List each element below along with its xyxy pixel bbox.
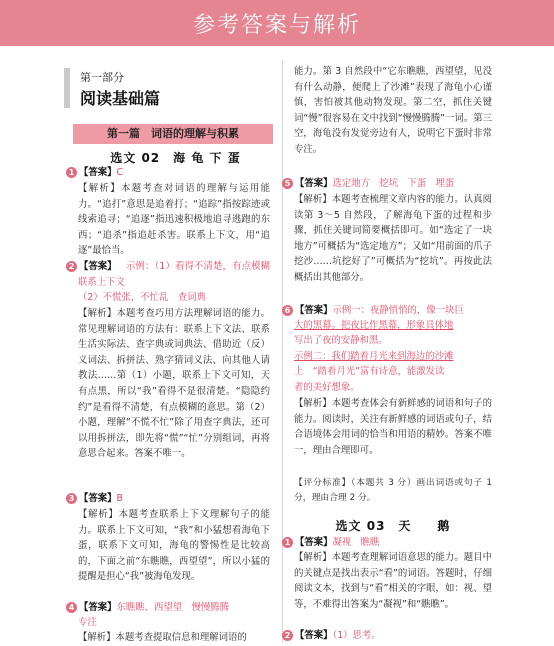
column-divider [282,60,283,643]
question-number: 2 [282,630,293,641]
analysis-3: 【解析】本题考查联系上下文理解句子的能力。联系上下文可知，“我”和小猛想看海龟下蛋，联系下文可知，海龟的警惕性是比较高的，下面之前“东瞧瞧，西望望”，所以小猛的提醒是担心“我”被海龟发现。 [78,509,270,583]
question-number: 1 [66,167,77,178]
answer-text: C [116,167,124,178]
example-2-line-2: 上 “踏着月光”富有诗意，能激发读 [294,366,445,377]
example-1-line-2: 大的黑幕。把夜比作黑幕，形象具体地 [294,320,454,331]
example-1-line-3: 写出了夜的安静和黑。 [294,335,388,346]
answer-1 [66,165,123,181]
answer-6 [282,303,464,319]
unit-title-02: 选文 02 海 龟 下 蛋 [110,151,241,165]
answer-label: 【答案】 [79,167,117,178]
answer-text: （1）思考。 [332,630,381,641]
question-number: 6 [282,305,293,316]
answer-2-text-2: （2）不慌张，不忙乱 查词典 [78,292,206,303]
page-title: 参考答案与解析 [192,13,361,38]
answer-label: 【答案】 [79,261,117,272]
analysis-6: 【解析】本题考查体会有新鲜感的词语和句子的能力。阅读时，关注有新鲜感的词语或句子，结合语境体会用词的恰当和用语的精妙。答案不唯一，理由合理即可。 [294,398,492,456]
analysis-2: 【解析】本题考查巧用方法理解词语的能力。常见理解词语的方法有：联系上下文法、联系生活实际法、查字典或词典法、借助近（反）义词法、拆拼法、熟字猜词义法、向其他人请教法……第（1）小题，联系上下文可知，天有点黑，所以“我”看得不是很清楚。“隐隐约约”是看得不清楚，有点模糊的意思。第（2）小题，理解“不慌不忙”除了用查字典法，还可以用拆拼法，即先将“慌”“忙”分别组词，再将意思合起来。答案不唯一。 [78,308,270,460]
question-number: 4 [66,602,77,613]
question-number: 5 [282,178,293,189]
answer-text: B [116,493,123,504]
question-number: 3 [66,493,77,504]
question-number: 1 [282,537,293,548]
answer-4-text-2: 专注 [78,617,97,628]
answer-5 [282,176,454,192]
part-label: 第一部分 [80,71,124,84]
answer-label: 【答案】 [295,630,333,641]
example-1-line-1: 示例一：夜静悄悄的，像一块巨 [332,305,464,316]
answer-label: 【答案】 [79,602,117,613]
answer-text: 选定地方 挖坑 下蛋 埋蛋 [332,178,455,189]
answer-4 [66,600,229,616]
part-title: 阅读基础篇 [80,89,161,108]
scoring-criteria: 【评分标准】（本题共 3 分）画出词语或句子 1 分，理由合理 2 分。 [294,478,492,503]
analysis-4: 【解析】本题考查提取信息和理解词语的 [78,632,247,643]
answer-u3-1 [282,535,379,551]
analysis-5: 【解析】本题考查梳理文章内容的能力。认真阅读第 3～5 自然段，了解海龟下蛋的过程和步骤，抓住关键词简要概括即可。如“选定了一块地方”可概括为“选定地方”；又如“用前面的爪子挖沙……坑挖好了”可概括为“挖坑”。再按此法概括出其他部分。 [294,194,492,283]
answer-2-text-1: 示例：（1）看得不清楚，有点模糊 联系上下文 [78,261,280,288]
analysis-u3-1: 【解析】本题考查理解词语意思的能力。题目中的关键点是找出表示“看”的词语。答题时，仔细阅读文本，找到与“看”相关的字眼，如：视、望等，不难得出答案为“凝视”和“瞧瞧”。 [294,552,492,610]
part-bar [64,68,70,108]
answer-text: 东瞧瞧、西望望 慢慢腾腾 [116,602,230,613]
unit-title-03: 选文 03 天 鹅 [335,519,451,533]
section-heading: 第一篇 词语的理解与积累 [73,124,273,144]
page-header [0,0,554,46]
answer-label: 【答案】 [295,305,333,316]
answer-label: 【答案】 [79,493,117,504]
part-heading [80,66,260,114]
answer-text: 凝视 瞧瞧 [332,537,380,548]
analysis-4-continued: 能力。第 3 自然段中“它东瞧瞧，西望望，见没有什么动静，便爬上了沙滩”表现了海龟小心谨慎，害怕被其他动物发现。第二空，抓住关键词“慢”很容易在文中找到“慢慢腾腾”一词。第三空，海龟没有发觉旁边有人，说明它下蛋时非常专注。 [294,66,492,155]
question-number: 2 [66,261,77,272]
answer-label: 【答案】 [295,537,333,548]
answer-u3-2 [282,628,381,644]
answer-3 [66,491,123,507]
analysis-1: 【解析】本题考查对词语的理解与运用能力。“追打”意思是追着打；“追踪”指按踪迹或线索追寻；“追逐”指迅速积极地追寻逃跑的东西；“追杀”指追赶杀害。联系上下文，用“追逐”最恰当。 [78,183,270,257]
example-2-line-3: 者的美好想象。 [294,382,360,393]
example-2-line-1: 示例二：我们踏着月光来到海边的沙滩 [294,351,454,362]
answer-label: 【答案】 [295,178,333,189]
